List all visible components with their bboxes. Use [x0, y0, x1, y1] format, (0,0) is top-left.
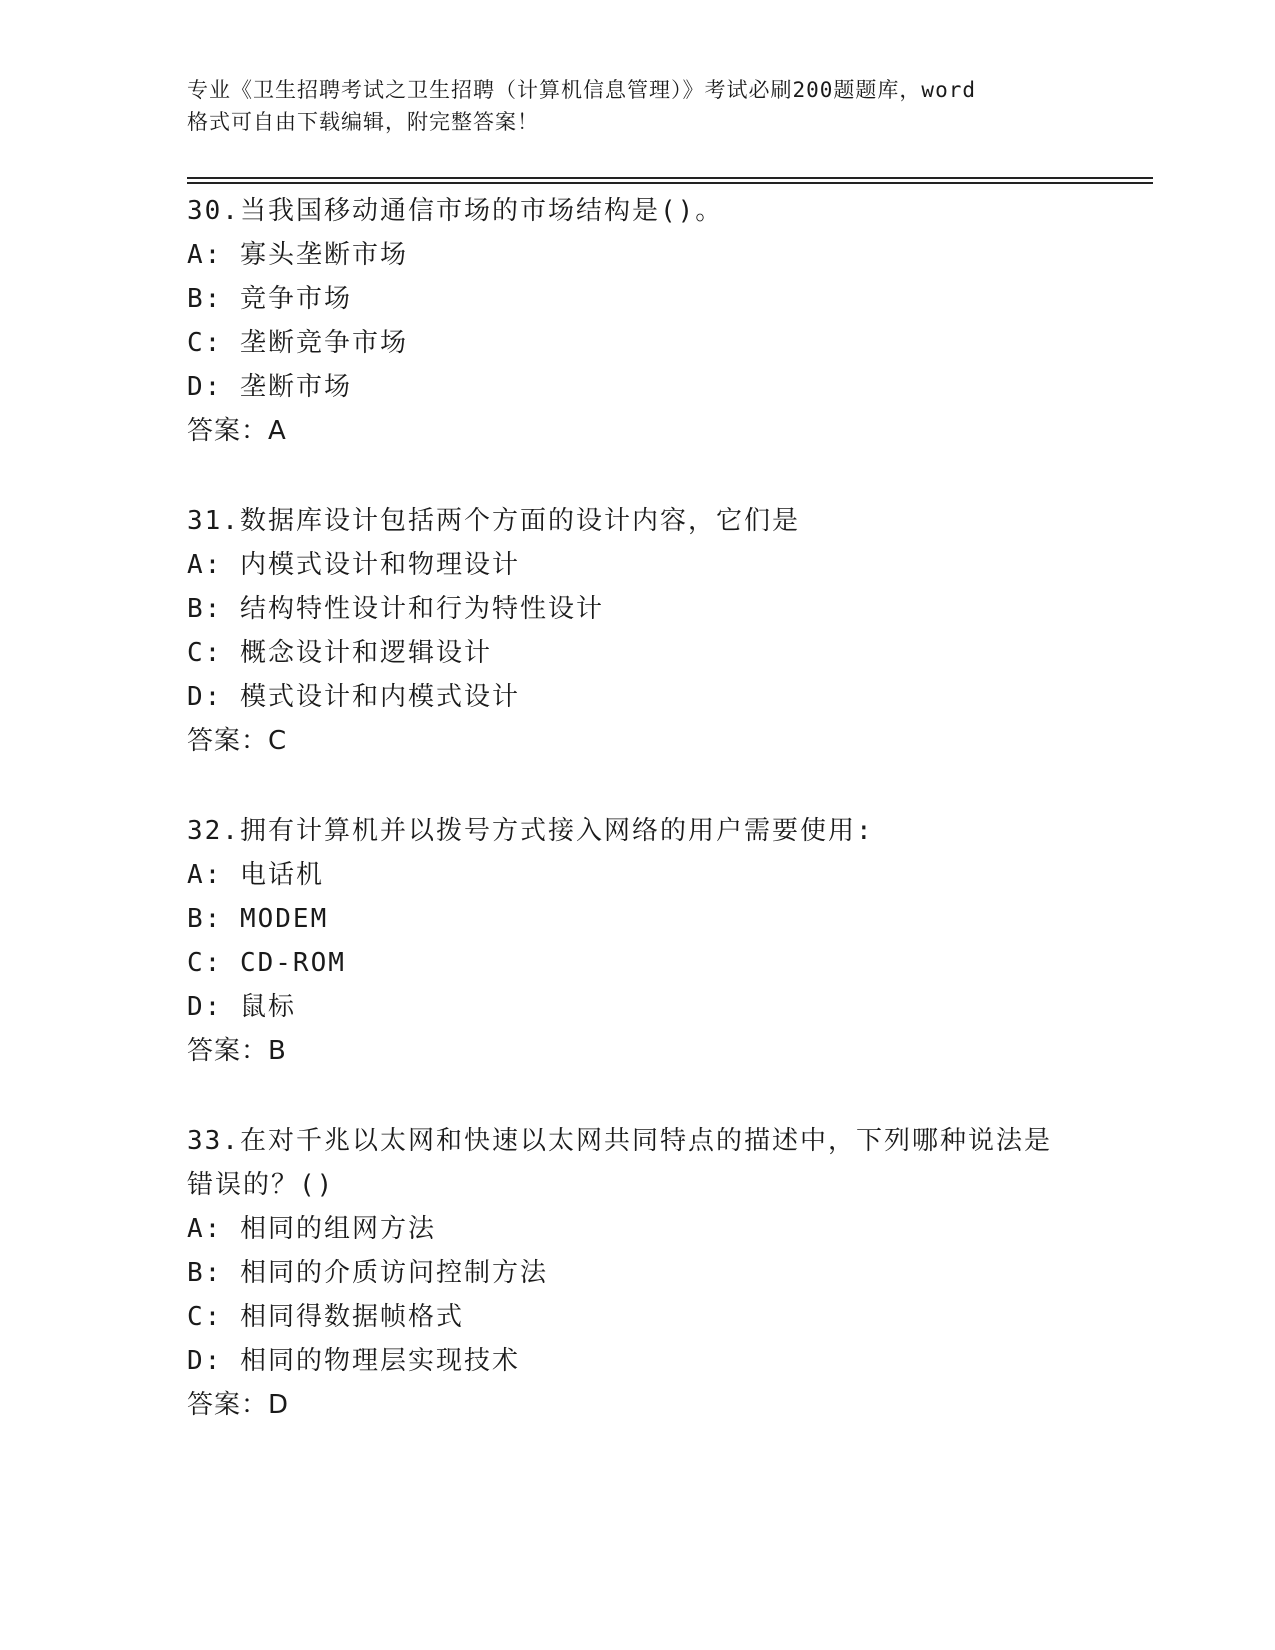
- header-divider-top: [187, 177, 1153, 179]
- header-line-2: 格式可自由下载编辑，附完整答案！: [187, 110, 539, 134]
- question-31-stem: 31.数据库设计包括两个方面的设计内容，它们是: [187, 506, 800, 536]
- question-30-answer: 答案：A: [187, 416, 287, 446]
- question-30-option-d: D: 垄断市场: [187, 372, 352, 402]
- header-divider-bottom: [187, 182, 1153, 184]
- question-33-option-d: D: 相同的物理层实现技术: [187, 1346, 520, 1376]
- question-31-option-a: A: 内模式设计和物理设计: [187, 550, 520, 580]
- question-33-answer: 答案：D: [187, 1390, 290, 1420]
- document-header: [187, 74, 1087, 138]
- question-30-option-c: C: 垄断竞争市场: [187, 328, 408, 358]
- question-30-option-b: B: 竞争市场: [187, 284, 352, 314]
- question-32-option-b: B: MODEM: [187, 904, 329, 934]
- question-32-answer: 答案：B: [187, 1036, 287, 1066]
- question-33-stem-continued: 错误的？(): [187, 1170, 335, 1200]
- question-33-stem: 33.在对千兆以太网和快速以太网共同特点的描述中，下列哪种说法是: [187, 1126, 1052, 1156]
- question-31-answer: 答案：C: [187, 726, 288, 756]
- question-32-option-c: C: CD-ROM: [187, 948, 346, 978]
- question-30-stem: 30.当我国移动通信市场的市场结构是()。: [187, 196, 724, 226]
- question-30-option-a: A: 寡头垄断市场: [187, 240, 408, 270]
- question-31-option-c: C: 概念设计和逻辑设计: [187, 638, 492, 668]
- question-32-option-a: A: 电话机: [187, 860, 324, 890]
- header-line-1: 专业《卫生招聘考试之卫生招聘（计算机信息管理）》考试必刷200题题库，word: [187, 78, 976, 102]
- question-31-option-b: B: 结构特性设计和行为特性设计: [187, 594, 604, 624]
- question-32-option-d: D: 鼠标: [187, 992, 296, 1022]
- question-33-option-a: A: 相同的组网方法: [187, 1214, 436, 1244]
- question-31-option-d: D: 模式设计和内模式设计: [187, 682, 520, 712]
- question-33-option-c: C: 相同得数据帧格式: [187, 1302, 464, 1332]
- question-32-stem: 32.拥有计算机并以拨号方式接入网络的用户需要使用:: [187, 816, 874, 846]
- question-33-option-b: B: 相同的介质访问控制方法: [187, 1258, 548, 1288]
